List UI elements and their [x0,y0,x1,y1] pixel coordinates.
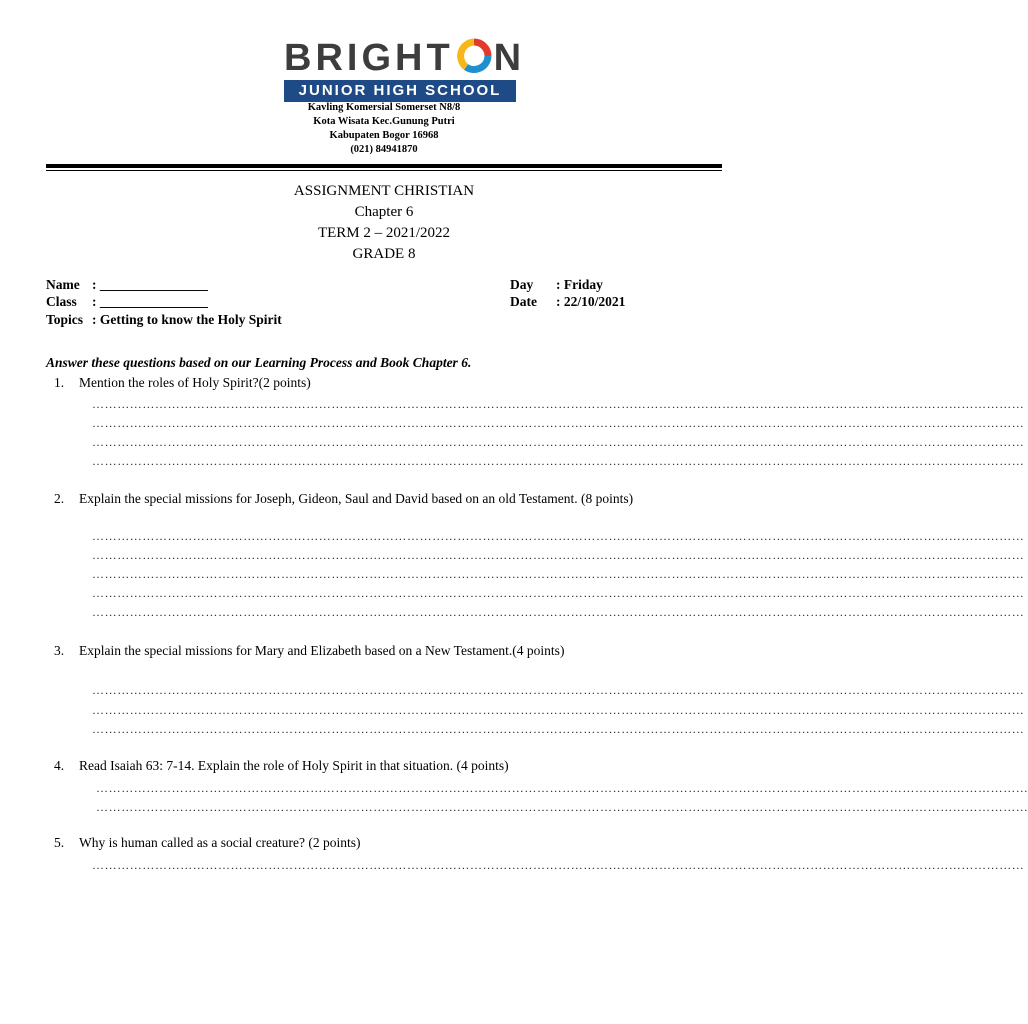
logo-subtitle-band: JUNIOR HIGH SCHOOL [284,80,516,102]
term-title: TERM 2 – 2021/2022 [317,225,451,241]
question-number: 5. [54,835,65,850]
phone-number: (021) 84941870 [350,144,418,155]
question-text: Why is human called as a social creature? (2 points) [79,835,361,850]
question-text: Read Isaiah 63: 7-14. Explain the role of Holy Spirit in that situation. (4 points) [79,758,509,773]
header-divider-thin [46,170,722,171]
answer-line[interactable]: …………………………………………………………………………………………………………………………………………………………………………………………………… [92,586,1025,600]
date-label: Date [510,294,537,309]
answer-line[interactable]: …………………………………………………………………………………………………………………………………………………………………………………………………… [92,683,1025,697]
question-text: Explain the special missions for Joseph, Gideon, Saul and David based on an old Testament. (8 points) [79,491,634,506]
header-divider-thick [46,164,722,168]
logo-text-right: N [493,37,526,79]
question-1 [54,374,311,392]
name-field [46,276,208,294]
answer-line[interactable]: …………………………………………………………………………………………………………………………………………………………………………………………………… [92,416,1025,430]
day-field [510,276,603,294]
topics-value: : Getting to know the Holy Spirit [92,312,282,327]
question-2 [54,490,633,508]
address-line-3: Kabupaten Bogor 16968 [329,130,439,141]
name-label: Name [46,277,80,292]
question-text: Mention the roles of Holy Spirit?(2 points) [79,375,311,390]
question-number: 1. [54,375,65,390]
class-value: : ________________ [92,294,208,309]
answer-line[interactable]: …………………………………………………………………………………………………………………………………………………………………………………………………… [92,858,1025,872]
answer-line[interactable]: …………………………………………………………………………………………………………………………………………………………………………………………………… [96,781,1028,795]
assignment-title: ASSIGNMENT CHRISTIAN [293,183,475,199]
answer-line[interactable]: …………………………………………………………………………………………………………………………………………………………………………………………………… [92,703,1025,717]
question-number: 4. [54,758,65,773]
logo-text-left: BRIGHT [284,37,454,79]
topics-label: Topics [46,312,84,327]
answer-line[interactable]: …………………………………………………………………………………………………………………………………………………………………………………………………… [96,800,1028,814]
question-text: Explain the special missions for Mary and Elizabeth based on a New Testament.(4 points) [79,643,565,658]
question-number: 3. [54,643,65,658]
question-number: 2. [54,491,65,506]
answer-line[interactable]: …………………………………………………………………………………………………………………………………………………………………………………………………… [92,529,1025,543]
chapter-title: Chapter 6 [354,204,414,220]
day-value: : Friday [556,277,603,292]
topics-field [46,311,282,329]
class-field [46,293,208,311]
name-value: : ________________ [92,277,208,292]
question-4 [54,757,509,775]
answer-line[interactable]: …………………………………………………………………………………………………………………………………………………………………………………………………… [92,605,1025,619]
answer-line[interactable]: …………………………………………………………………………………………………………………………………………………………………………………………………… [92,397,1025,411]
school-logo-wordmark [284,37,526,79]
class-label: Class [46,294,77,309]
question-5 [54,834,361,852]
answer-line[interactable]: …………………………………………………………………………………………………………………………………………………………………………………………………… [92,567,1025,581]
date-value: : 22/10/2021 [556,294,626,309]
answer-line[interactable]: …………………………………………………………………………………………………………………………………………………………………………………………………… [92,435,1025,449]
address-line-1: Kavling Komersial Somerset N8/8 [307,102,461,113]
question-3 [54,642,564,660]
logo-ring-icon [456,38,492,74]
day-label: Day [510,277,534,292]
answer-line[interactable]: …………………………………………………………………………………………………………………………………………………………………………………………………… [92,722,1025,736]
date-field [510,293,625,311]
answer-line[interactable]: …………………………………………………………………………………………………………………………………………………………………………………………………… [92,454,1025,468]
grade-title: GRADE 8 [352,246,416,262]
instruction-text: Answer these questions based on our Learning Process and Book Chapter 6. [46,355,472,370]
answer-line[interactable]: …………………………………………………………………………………………………………………………………………………………………………………………………… [92,548,1025,562]
address-line-2: Kota Wisata Kec.Gunung Putri [313,116,455,127]
